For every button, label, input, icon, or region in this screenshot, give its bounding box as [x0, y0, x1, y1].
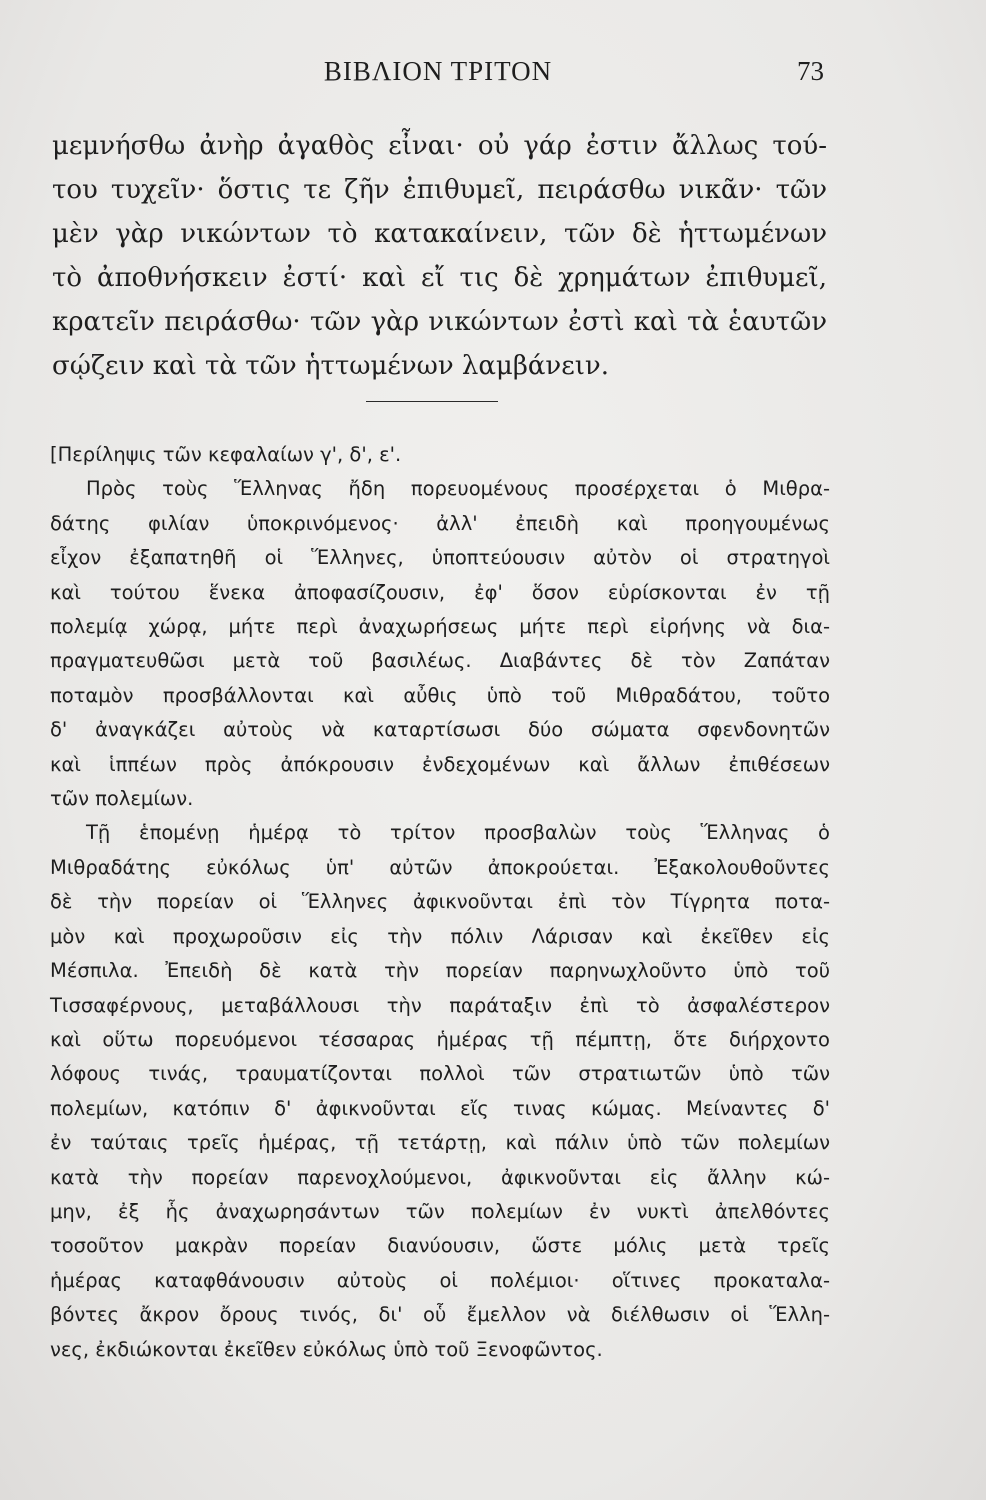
summary-line: δ' ἀναγκάζει αὐτοὺς νὰ καταρτίσωσι δύο σώματα σφενδονητῶν	[50, 718, 830, 742]
summary-line: τοσοῦτον μακρὰν πορείαν διανύουσιν, ὥστε μόλις μετὰ τρεῖς	[50, 1234, 830, 1258]
summary-line: ἐν ταύταις τρεῖς ἡμέρας, τῇ τετάρτῃ, καὶ πάλιν ὑπὸ τῶν πολεμίων	[50, 1131, 830, 1155]
summary-line: κατὰ τὴν πορείαν παρενοχλούμενοι, ἀφικνοῦνται εἰς ἄλλην κώ-	[50, 1165, 830, 1189]
summary-line: ποταμὸν προσβάλλονται καὶ αὖθις ὑπὸ τοῦ Μιθραδάτου, τοῦτο	[50, 683, 830, 707]
main-text-line: του τυχεῖν· ὅστις τε ζῆν ἐπιθυμεῖ, πειράσθω νικᾶν· τῶν	[52, 175, 827, 205]
summary-heading-line: [Περίληψις τῶν κεφαλαίων γ', δ', ε'.	[50, 443, 402, 466]
main-text-line: κρατεῖν πειράσθω· τῶν γὰρ νικώντων ἐστὶ καὶ τὰ ἑαυτῶν	[52, 307, 827, 337]
chapter-summary-block	[50, 438, 830, 1367]
summary-line: πολεμίᾳ χώρᾳ, μήτε περὶ ἀναχωρήσεως μήτε περὶ εἰρήνης νὰ δια-	[50, 615, 830, 639]
main-text-line: μὲν γὰρ νικώντων τὸ κατακαίνειν, τῶν δὲ ἡττωμένων	[52, 219, 827, 249]
summary-line: πραγματευθῶσι μετὰ τοῦ βασιλέως. Διαβάντες δὲ τὸν Ζαπάταν	[50, 649, 830, 673]
summary-line: καὶ τούτου ἕνεκα ἀποφασίζουσιν, ἐφ' ὅσον εὑρίσκονται ἐν τῇ	[50, 580, 830, 604]
summary-line: εἶχον ἐξαπατηθῆ οἱ Ἕλληνες, ὑποπτεύουσιν αὐτὸν οἱ στρατηγοὶ	[50, 546, 830, 570]
summary-line: δάτης φιλίαν ὑποκρινόμενος· ἀλλ' ἐπειδὴ καὶ προηγουμένως	[50, 511, 830, 535]
section-separator-rule	[366, 401, 498, 402]
summary-line: Μιθραδάτης εὐκόλως ὑπ' αὐτῶν ἀποκρούεται. Ἐξακολουθοῦντες	[50, 855, 830, 879]
summary-line: δὲ τὴν πορείαν οἱ Ἕλληνες ἀφικνοῦνται ἐπὶ τὸν Τίγρητα ποτα-	[50, 890, 830, 914]
summary-line: μην, ἐξ ἧς ἀναχωρησάντων τῶν πολεμίων ἐν νυκτὶ ἀπελθόντες	[50, 1199, 830, 1223]
page-number: 73	[797, 56, 824, 86]
book-title-header: ΒΙΒΛΙΟΝ ΤΡΙΤΟΝ	[323, 56, 553, 86]
main-text-block	[52, 124, 827, 388]
summary-line: τῶν πολεμίων.	[50, 787, 194, 811]
main-text-line: τὸ ἀποθνήσκειν ἐστί· καὶ εἴ τις δὲ χρημάτων ἐπιθυμεῖ,	[52, 263, 827, 293]
main-text-line: σῴζειν καὶ τὰ τῶν ἡττωμένων λαμβάνειν.	[52, 351, 609, 381]
summary-line: καὶ ἱππέων πρὸς ἀπόκρουσιν ἐνδεχομένων καὶ ἄλλων ἐπιθέσεων	[50, 752, 830, 776]
summary-line: μὸν καὶ προχωροῦσιν εἰς τὴν πόλιν Λάρισαν καὶ ἐκεῖθεν εἰς	[50, 924, 830, 948]
summary-line: Τισσαφέρνους, μεταβάλλουσι τὴν παράταξιν ἐπὶ τὸ ἀσφαλέστερον	[50, 993, 830, 1017]
summary-line: ἡμέρας καταφθάνουσιν αὐτοὺς οἱ πολέμιοι· οἵτινες προκαταλα-	[50, 1268, 830, 1292]
summary-line: Τῇ ἑπομένῃ ἡμέρᾳ τὸ τρίτον προσβαλὼν τοὺς Ἕλληνας ὁ	[86, 821, 830, 845]
summary-line: νες, ἐκδιώκονται ἐκεῖθεν εὐκόλως ὑπὸ τοῦ Ξενοφῶντος.	[50, 1337, 603, 1361]
running-head	[52, 56, 824, 92]
summary-line: Πρὸς τοὺς Ἕλληνας ἤδη πορευομένους προσέρχεται ὁ Μιθρα-	[86, 477, 830, 501]
summary-line: βόντες ἄκρον ὄρους τινός, δι' οὗ ἔμελλον νὰ διέλθωσιν οἱ Ἕλλη-	[50, 1303, 830, 1327]
main-text-line: μεμνήσθω ἀνὴρ ἀγαθὸς εἶναι· οὐ γάρ ἐστιν ἄλλως τού-	[52, 131, 827, 161]
summary-line: λόφους τινάς, τραυματίζονται πολλοὶ τῶν στρατιωτῶν ὑπὸ τῶν	[50, 1062, 830, 1086]
summary-line: καὶ οὕτω πορευόμενοι τέσσαρας ἡμέρας τῇ πέμπτῃ, ὅτε διήρχοντο	[50, 1027, 830, 1051]
summary-line: Μέσπιλα. Ἐπειδὴ δὲ κατὰ τὴν πορείαν παρηνωχλοῦντο ὑπὸ τοῦ	[50, 959, 830, 983]
summary-line: πολεμίων, κατόπιν δ' ἀφικνοῦνται εἴς τινας κώμας. Μείναντες δ'	[50, 1096, 830, 1120]
